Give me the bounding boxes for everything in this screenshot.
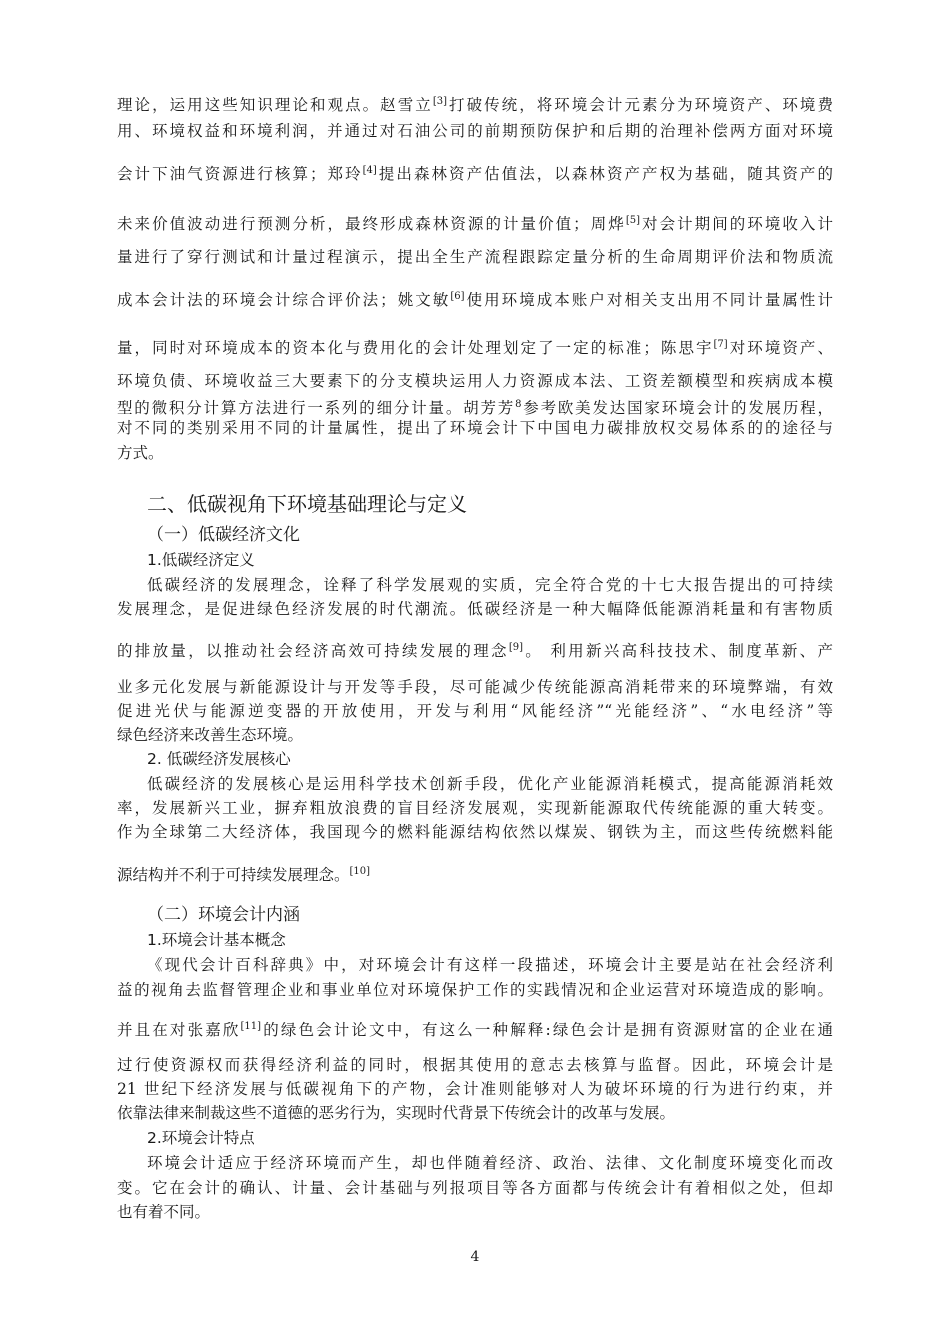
paragraph-line: 益的视角去监督管理企业和事业单位对环境保护工作的实践情况和企业运营对环境造成的影响。: [117, 981, 833, 999]
item-heading: 1.低碳经济定义: [147, 551, 255, 569]
paragraph-line: 环境负债、环境收益三大要素下的分支模块运用人力资源成本法、工资差额模型和疾病成本模: [117, 372, 833, 390]
paragraph-line: 并且在对张嘉欣[11]的绿色会计论文中，有这么一种解释:绿色会计是拥有资源财富的企业在通: [117, 1021, 833, 1039]
citation: [6]: [450, 291, 465, 302]
paragraph-line: 业多元化发展与新能源设计与开发等手段，尽可能减少传统能源高消耗带来的环境弊端，有效: [117, 678, 833, 696]
item-heading: 2. 低碳经济发展核心: [147, 750, 291, 768]
paragraph-line: 《现代会计百科辞典》中，对环境会计有这样一段描述，环境会计主要是站在社会经济利: [147, 956, 833, 974]
paragraph-line: 对不同的类别采用不同的计量属性，提出了环境会计下中国电力碳排放权交易体系的的途径与: [117, 419, 833, 437]
citation: [5]: [625, 215, 640, 226]
paragraph-line: 依靠法律来制裁这些不道德的恶劣行为，实现时代背景下传统会计的改革与发展。: [117, 1104, 676, 1122]
paragraph-line: 低碳经济的发展理念，诠释了科学发展观的实质，完全符合党的十七大报告提出的可持续: [147, 576, 833, 594]
paragraph-line: 用、环境权益和环境利润，并通过对石油公司的前期预防保护和后期的治理补偿两方面对环境: [117, 122, 833, 140]
item-heading: 2.环境会计特点: [147, 1129, 255, 1147]
citation: [4]: [362, 165, 377, 176]
paragraph-line: 会计下油气资源进行核算；郑玲[4]提出森林资产估值法，以森林资产产权为基础，随其资产的: [117, 165, 833, 183]
paragraph-line: 21 世纪下经济发展与低碳视角下的产物，会计准则能够对人为破坏环境的行为进行约束，并: [117, 1080, 833, 1098]
paragraph-line: 环境会计适应于经济环境而产生，却也伴随着经济、政治、法律、文化制度环境变化而改: [147, 1154, 833, 1172]
paragraph-line: 理论，运用这些知识理论和观点。赵雪立[3]打破传统，将环境会计元素分为环境资产、环境费: [117, 96, 833, 114]
paragraph-line: 源结构并不利于可持续发展理念。[10]: [117, 866, 371, 884]
citation: [7]: [713, 339, 728, 350]
citation: [9]: [508, 642, 523, 653]
citation: 8: [515, 399, 522, 410]
paragraph-line: 低碳经济的发展核心是运用科学技术创新手段，优化产业能源消耗模式，提高能源消耗效: [147, 775, 833, 793]
paragraph-line: 变。它在会计的确认、计量、会计基础与列报项目等各方面都与传统会计有着相似之处，但却: [117, 1179, 833, 1197]
paragraph-line: 作为全球第二大经济体，我国现今的燃料能源结构依然以煤炭、钢铁为主，而这些传统燃料能: [117, 823, 833, 841]
subsection-heading: （二）环境会计内涵: [147, 905, 300, 925]
paragraph-line: 方式。: [117, 444, 164, 462]
page-number: 4: [470, 1249, 480, 1265]
item-heading: 1.环境会计基本概念: [147, 931, 286, 949]
citation: [3]: [432, 96, 447, 107]
paragraph-line: 绿色经济来改善生态环境。: [117, 726, 304, 744]
paragraph-line: 量进行了穿行测试和计量过程演示，提出全生产流程跟踪定量分析的生命周期评价法和物质流: [117, 248, 833, 266]
citation: [11]: [240, 1021, 262, 1032]
paragraph-line: 成本会计法的环境会计综合评价法；姚文敏[6]使用环境成本账户对相关支出用不同计量属性计: [117, 291, 833, 309]
paragraph-line: 型的微积分计算方法进行一系列的细分计量。胡芳芳$^8$参考欧美发达国家环境会计的发展历程，: [117, 399, 833, 417]
paragraph-line: 率，发展新兴工业，摒弃粗放浪费的盲目经济发展观，实现新能源取代传统能源的重大转变。: [117, 799, 833, 817]
paragraph-line: 过行使资源权而获得经济利益的同时，根据其使用的意志去核算与监督。因此，环境会计是: [117, 1056, 833, 1074]
paragraph-line: 发展理念，是促进绿色经济发展的时代潮流。低碳经济是一种大幅降低能源消耗量和有害物质: [117, 600, 833, 618]
subsection-heading: （一）低碳经济文化: [147, 525, 300, 545]
paragraph-line: 量，同时对环境成本的资本化与费用化的会计处理划定了一定的标准；陈思宇[7]对环境资产、: [117, 339, 833, 357]
paragraph-line: 促进光伏与能源逆变器的开放使用，开发与利用“风能经济”“光能经济”、“水电经济”等: [117, 702, 833, 720]
citation: [10]: [349, 866, 371, 877]
section-heading: 二、低碳视角下环境基础理论与定义: [147, 492, 467, 516]
paragraph-line: 未来价值波动进行预测分析，最终形成森林资源的计量价值；周烨[5]对会计期间的环境收入计: [117, 215, 833, 233]
paragraph-line: 的排放量，以推动社会经济高效可持续发展的理念[9]。 利用新兴高科技技术、制度革新、产: [117, 642, 833, 660]
paragraph-line: 也有着不同。: [117, 1203, 211, 1221]
